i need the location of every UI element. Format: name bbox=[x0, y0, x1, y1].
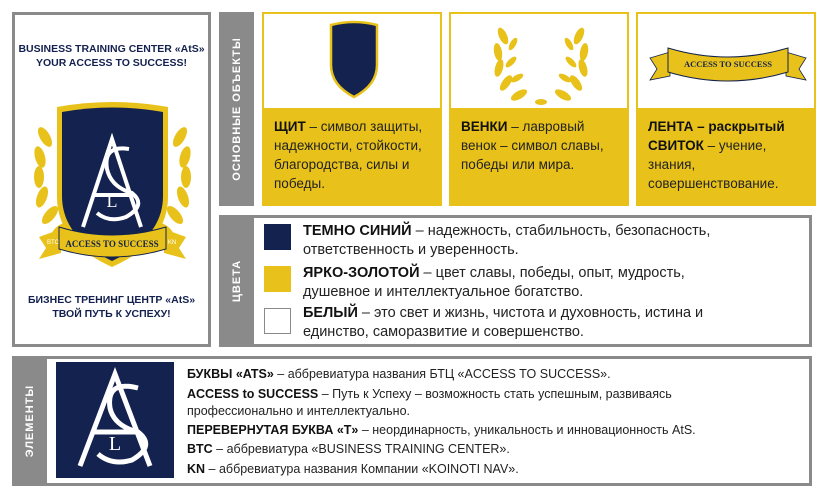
monogram-logo bbox=[56, 362, 174, 478]
object-card-ribbon bbox=[636, 12, 816, 206]
element-desc-ats-letters: БУКВЫ «ATS» – аббревиатура названия БТЦ «ACCESS TO SUCCESS». bbox=[187, 367, 611, 381]
element-desc-btc: BTC – аббревиатура «BUSINESS TRAINING CENTER». bbox=[187, 442, 510, 456]
heading-ru-line2: ТВОЙ ПУТЬ К УСПЕХУ! bbox=[52, 308, 171, 320]
svg-text:BTC: BTC bbox=[47, 240, 59, 246]
color-desc-white: БЕЛЫЙ – это свет и жизнь, чистота и духовность, истина и единство, саморазвитие и совершенство. bbox=[303, 305, 704, 340]
laurel-wreath-icon bbox=[489, 16, 593, 106]
ats-emblem bbox=[31, 77, 194, 277]
svg-text:ACCESS TO SUCCESS: ACCESS TO SUCCESS bbox=[683, 59, 773, 69]
object-desc-wreath: ВЕНКИ – лавровый венок – символ славы, победы или мира. bbox=[461, 119, 604, 172]
color-desc-navy: ТЕМНО СИНИЙ – надежность, стабильность, безопасность, ответственность и уверенность. bbox=[303, 223, 711, 258]
svg-text:L: L bbox=[106, 191, 118, 211]
svg-text:L: L bbox=[108, 433, 122, 455]
element-desc-kn: KN – аббревиатура названия Компании «KOINOTI NAV». bbox=[187, 462, 519, 476]
object-desc-ribbon: ЛЕНТА – раскрытый СВИТОК – учение, знания, совершенствование. bbox=[648, 119, 785, 191]
swatch-white bbox=[264, 308, 291, 334]
ats-monogram-icon bbox=[56, 362, 174, 478]
heading-en-line1: BUSINESS TRAINING CENTER «AtS» bbox=[18, 43, 205, 55]
svg-text:KN: KN bbox=[167, 240, 177, 246]
element-desc-inverted-t: ПЕРЕВЕРНУТАЯ БУКВА «T» – неординарность, уникальность и инновационность AtS. bbox=[187, 423, 696, 437]
heading-ru-line1: БИЗНЕС ТРЕНИНГ ЦЕНТР «AtS» bbox=[27, 294, 196, 306]
swatch-navy bbox=[264, 224, 291, 250]
element-desc-access-to-success: ACCESS to SUCCESS – Путь к Успеху – возможность стать успешным, развиваясь bbox=[187, 387, 672, 401]
colors-section-label: ЦВЕТА bbox=[219, 215, 254, 347]
color-desc-gold: ЯРКО-ЗОЛОТОЙ – цвет славы, победы, опыт, мудрость, душевное и интеллектуальное богатство. bbox=[303, 265, 685, 300]
svg-text:ACCESS TO SUCCESS: ACCESS TO SUCCESS bbox=[65, 239, 159, 249]
elements-section-label: ЭЛЕМЕНТЫ bbox=[12, 356, 47, 486]
heading-en-line2: YOUR ACCESS TO SUCCESS! bbox=[35, 57, 188, 69]
logo-panel bbox=[12, 12, 211, 347]
object-card-shield bbox=[262, 12, 442, 206]
object-card-wreath bbox=[449, 12, 629, 206]
objects-section-label: ОСНОВНЫЕ ОБЪЕКТЫ bbox=[219, 12, 254, 206]
element-desc-access-to-success-cont: профессионально и интеллектуально. bbox=[187, 404, 411, 418]
swatch-gold bbox=[264, 266, 291, 292]
object-desc-shield: ЩИТ – символ защиты, надежности, стойкости, благородства, силы и победы. bbox=[274, 119, 423, 191]
ribbon-scroll-icon bbox=[648, 42, 808, 88]
shield-icon bbox=[327, 19, 381, 99]
